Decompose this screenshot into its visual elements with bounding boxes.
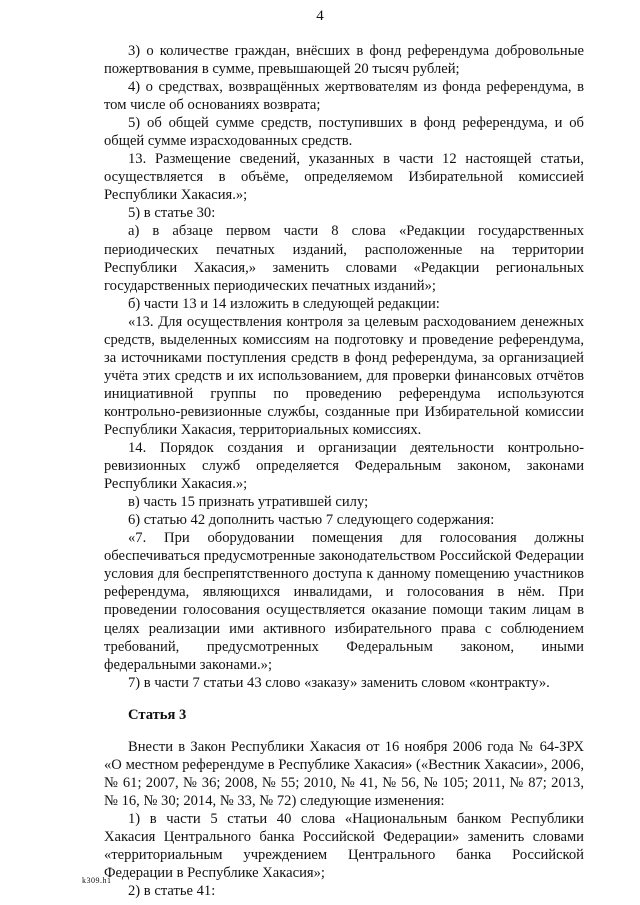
paragraph: а) в абзаце первом части 8 слова «Редакции государственных периодических печатных изданий, расположенные на территории Республики Хакасия,» заменить словами «Редакции региональных государственных периодических печатных изданий»; — [104, 223, 584, 294]
paragraph: 5) об общей сумме средств, поступивших в фонд референдума, и об общей сумме израсходованных средств. — [104, 115, 584, 150]
paragraph: 3) о количестве граждан, внёсших в фонд референдума добровольные пожертвования в сумме, превышающей 20 тысяч рублей; — [104, 43, 584, 78]
paragraph: 5) в статье 30: — [128, 205, 216, 222]
paragraph: б) части 13 и 14 изложить в следующей редакции: — [128, 295, 440, 312]
paragraph: в) часть 15 признать утратившей силу; — [128, 494, 369, 511]
page-number: 4 — [316, 8, 324, 24]
paragraph: 1) в части 5 статьи 40 слова «Национальным банком Республики Хакасия Центрального банка Российской Федерации» заменить словами «территориальным учреждением Центрального банка Российской Федерации в Республике Хакасия»; — [104, 810, 584, 882]
paragraph: 7) в части 7 статьи 43 слово «заказу» заменить словом «контракту». — [128, 674, 550, 691]
document-body — [104, 42, 584, 900]
article-heading: Статья 3 — [128, 706, 187, 723]
paragraph: 13. Размещение сведений, указанных в части 12 настоящей статьи, осуществляется в объёме, определяемом Избирательной комиссией Республики Хакасия.»; — [104, 151, 584, 204]
paragraph: «13. Для осуществления контроля за целевым расходованием денежных средств, выделенных комиссиям на подготовку и проведение референдума, за источниками поступления средств в фонд референдума, за организацией учёта этих средств и их использованием, для проверки финансовых отчётов инициативной группы по проведению референдума используются контрольно-ревизионные службы, созданные при Избирательной комиссии Республики Хакасия, территориальных комиссиях. — [104, 313, 584, 438]
paragraph: 2) в статье 41: — [128, 883, 216, 900]
paragraph: 6) статью 42 дополнить частью 7 следующего содержания: — [128, 512, 495, 529]
paragraph: 14. Порядок создания и организации деятельности контрольно-ревизионных служб определяется Федеральным законом, законами Республики Хакасия.»; — [104, 440, 584, 493]
paragraph: 4) о средствах, возвращённых жертвователям из фонда референдума, в том числе об основаниях возврата; — [104, 79, 584, 114]
paragraph: «7. При оборудовании помещения для голосования должны обеспечиваться предусмотренные законодательством Российской Федерации условия для беспрепятственного доступа к данному помещению участников референдума, являющихся инвалидами, и голосования в нём. При проведении голосования осуществляется оказание помощи таким лицам в целях реализации ими активного избирательного права с соблюдением требований, предусмотренных Федеральным законом, иными федеральными законами.»; — [104, 530, 584, 673]
footer-code: k309.h1 — [82, 876, 112, 885]
paragraph: Внести в Закон Республики Хакасия от 16 ноября 2006 года № 64-ЗРХ «О местном референдуме в Республике Хакасия» («Вестник Хакасии», 2006, № 61; 2007, № 36; 2008, № 55; 2010, № 41, № 56, № 105; 2011, № 87; 2013, № 16, № 30; 2014, № 33, № 72) следующие изменения: — [104, 738, 584, 809]
